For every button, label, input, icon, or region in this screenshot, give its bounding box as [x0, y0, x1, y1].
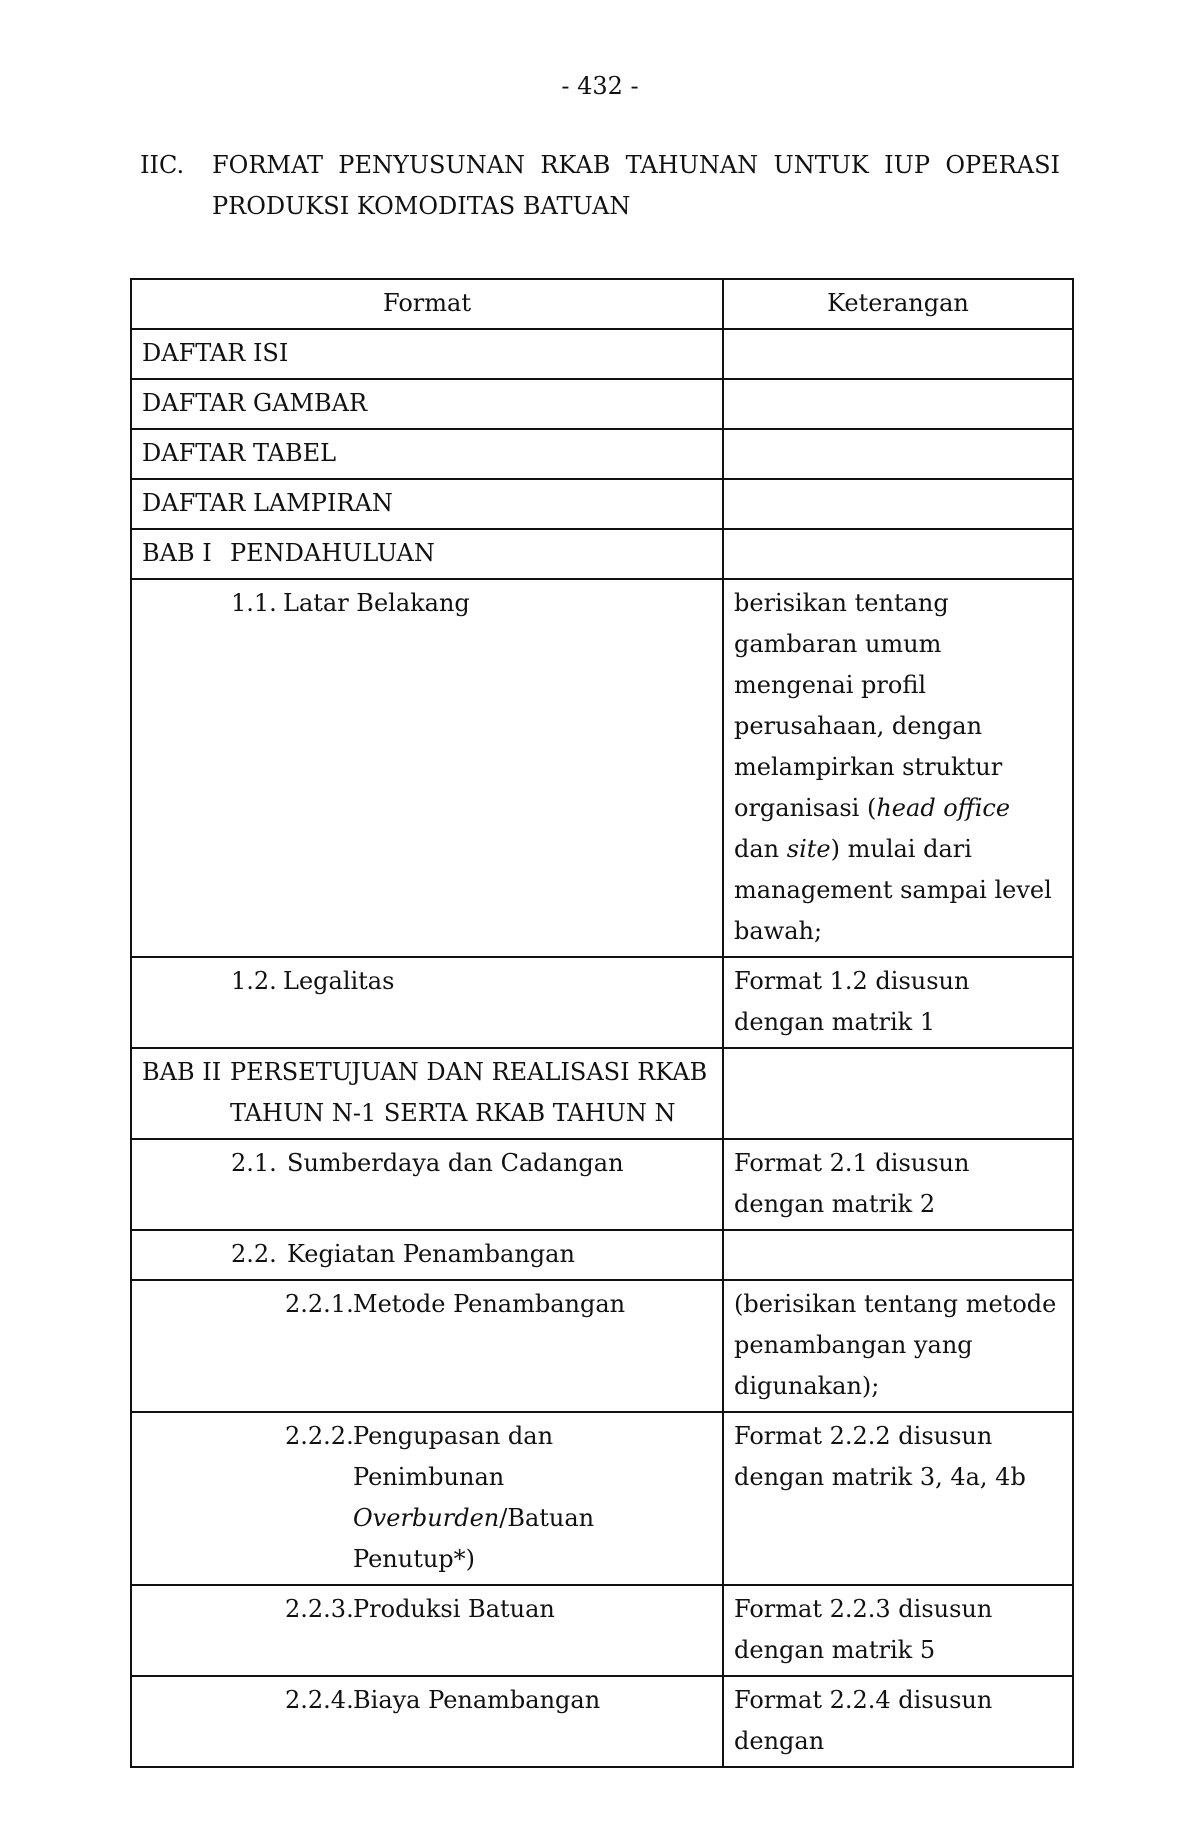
- row-2-2-4: [131, 1676, 723, 1767]
- row-desc-empty: [723, 479, 1073, 529]
- table-row: [131, 1230, 1073, 1280]
- section-title-line1: FORMAT PENYUSUNAN RKAB TAHUNAN UNTUK IUP OPERASI: [212, 151, 1060, 179]
- row-2-2-3: [131, 1585, 723, 1676]
- row-2-2-1-desc: (berisikan tentang metode penambangan yang digunakan);: [723, 1280, 1073, 1412]
- desc-italic: head office: [876, 794, 1011, 822]
- row-2-2-4-desc: Format 2.2.4 disusun dengan: [723, 1676, 1073, 1767]
- item-number: 1.1.: [231, 589, 277, 617]
- row-bab-2: [131, 1048, 723, 1139]
- row-daftar-isi: DAFTAR ISI: [131, 329, 723, 379]
- item-title: Latar Belakang: [283, 589, 470, 617]
- row-1-1: [131, 579, 723, 957]
- item-title: Produksi Batuan: [353, 1595, 555, 1623]
- row-1-2-desc: Format 1.2 disusun dengan matrik 1: [723, 957, 1073, 1048]
- table-row: [131, 1412, 1073, 1585]
- item-number: 2.2.: [231, 1240, 277, 1268]
- item-number: 2.1.: [231, 1149, 277, 1177]
- table-row: [131, 1676, 1073, 1767]
- item-number: 2.2.2.: [285, 1422, 354, 1450]
- table-row: [131, 529, 1073, 579]
- table-row: [131, 329, 1073, 379]
- item-title-italic: Overburden: [353, 1504, 500, 1532]
- column-header-keterangan: Keterangan: [723, 279, 1073, 329]
- bab-title: PENDAHULUAN: [230, 539, 435, 567]
- table-header-row: [131, 279, 1073, 329]
- row-2-1: [131, 1139, 723, 1230]
- row-desc-empty: [723, 329, 1073, 379]
- bab-title-line2: TAHUN N-1 SERTA RKAB TAHUN N: [230, 1099, 676, 1127]
- item-number: 2.2.4.: [285, 1686, 354, 1714]
- bab-title-line1: PERSETUJUAN DAN REALISASI RKAB: [230, 1058, 708, 1086]
- item-title: Sumberdaya dan Cadangan: [287, 1149, 624, 1177]
- row-1-1-desc: [723, 579, 1073, 957]
- item-number: 2.2.1.: [285, 1290, 354, 1318]
- row-2-2-2: [131, 1412, 723, 1585]
- row-desc-empty: [723, 429, 1073, 479]
- item-title-line1: Pengupasan dan: [353, 1422, 554, 1450]
- desc-italic: site: [786, 835, 831, 863]
- section-title-line2: PRODUKSI KOMODITAS BATUAN: [212, 192, 631, 220]
- item-title: Kegiatan Penambangan: [287, 1240, 575, 1268]
- table-row: [131, 1048, 1073, 1139]
- bab-label: BAB II: [142, 1058, 222, 1086]
- column-header-format: Format: [131, 279, 723, 329]
- item-title-line3: /Batuan: [499, 1504, 595, 1532]
- row-2-1-desc: Format 2.1 disusun dengan matrik 2: [723, 1139, 1073, 1230]
- item-title: [353, 1416, 594, 1580]
- table-row: [131, 479, 1073, 529]
- item-title-line2: Penimbunan: [353, 1463, 505, 1491]
- row-daftar-gambar: DAFTAR GAMBAR: [131, 379, 723, 429]
- table-row: [131, 579, 1073, 957]
- item-number: 1.2.: [231, 967, 277, 995]
- row-desc-empty: [723, 529, 1073, 579]
- row-daftar-tabel: DAFTAR TABEL: [131, 429, 723, 479]
- item-title: Legalitas: [283, 967, 395, 995]
- table-row: [131, 957, 1073, 1048]
- row-desc-empty: [723, 379, 1073, 429]
- row-2-2-3-desc: Format 2.2.3 disusun dengan matrik 5: [723, 1585, 1073, 1676]
- table-row: [131, 1585, 1073, 1676]
- row-desc-empty: [723, 1048, 1073, 1139]
- bab-title: [230, 1052, 707, 1134]
- item-title-line4: Penutup*): [353, 1545, 476, 1573]
- format-table: [130, 278, 1074, 1768]
- row-2-2: [131, 1230, 723, 1280]
- desc-text: dan: [734, 835, 787, 863]
- bab-label: BAB I: [142, 539, 212, 567]
- page-number: - 432 -: [561, 72, 639, 100]
- row-daftar-lampiran: DAFTAR LAMPIRAN: [131, 479, 723, 529]
- row-1-2: [131, 957, 723, 1048]
- item-title: Metode Penambangan: [353, 1290, 626, 1318]
- table-row: [131, 1139, 1073, 1230]
- table-row: [131, 379, 1073, 429]
- row-2-2-1: [131, 1280, 723, 1412]
- row-desc-empty: [723, 1230, 1073, 1280]
- desc-text: ) mulai dari management sampai level bawah;: [734, 835, 1052, 945]
- table-row: [131, 429, 1073, 479]
- row-bab-1: [131, 529, 723, 579]
- desc-text: berisikan tentang gambaran umum mengenai profil perusahaan, dengan melampirkan struktur organisasi (: [734, 589, 1003, 822]
- table-row: [131, 1280, 1073, 1412]
- item-number: 2.2.3.: [285, 1595, 354, 1623]
- section-number: IIC.: [140, 151, 185, 179]
- row-2-2-2-desc: Format 2.2.2 disusun dengan matrik 3, 4a, 4b: [723, 1412, 1073, 1585]
- item-title: Biaya Penambangan: [353, 1686, 601, 1714]
